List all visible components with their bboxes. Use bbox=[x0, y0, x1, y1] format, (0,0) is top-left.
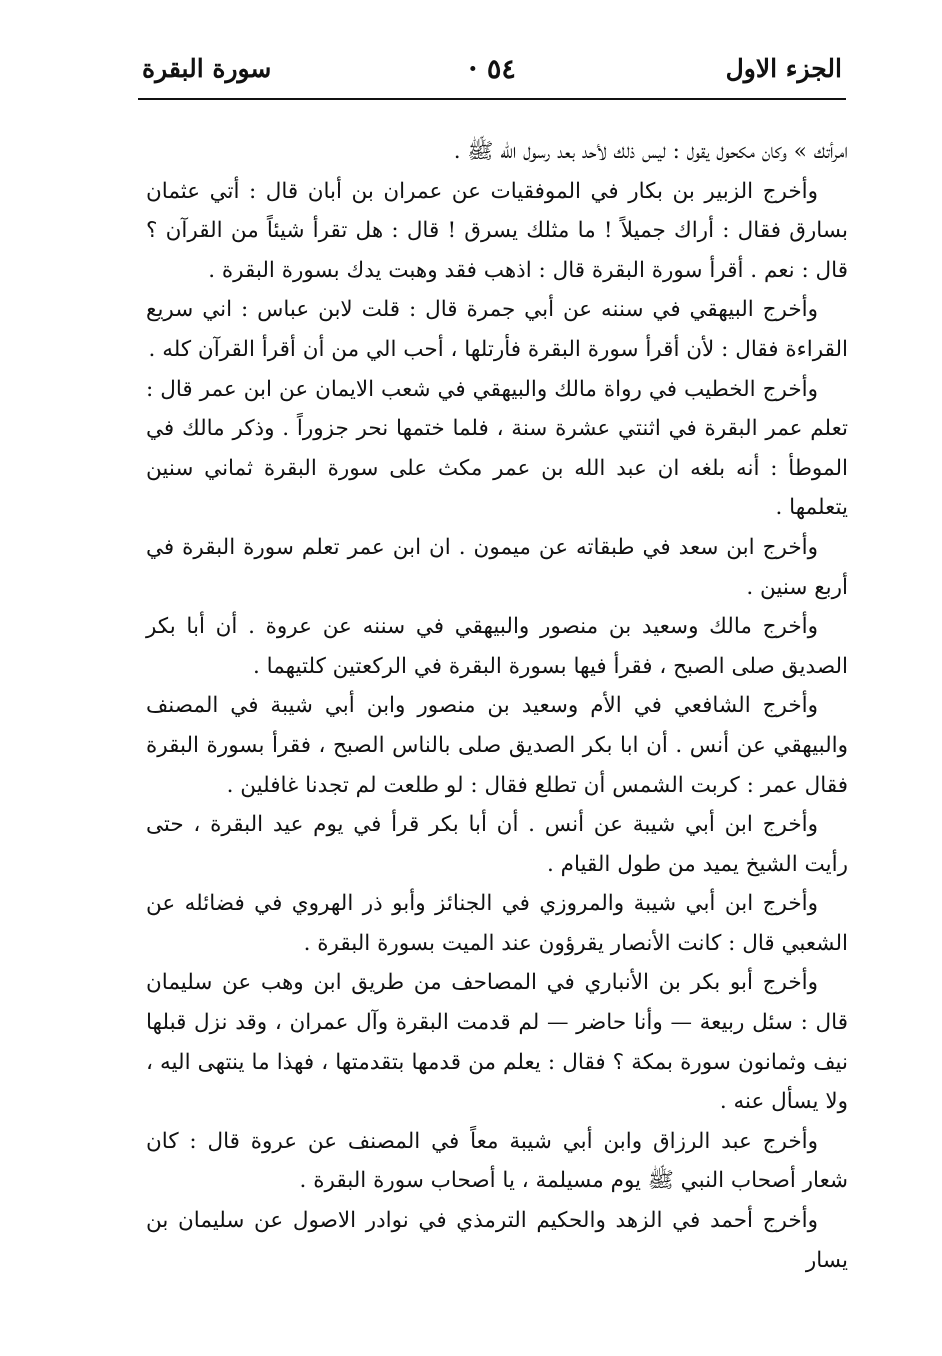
header-divider bbox=[138, 98, 846, 100]
paragraph: وأخرج أبو بكر بن الأنباري في المصاحف من طريق ابن وهب عن سليمان قال : سئل ربيعة — وأنا حاضر — لم قدمت البقرة وآل عمران ، وقد نزل قبلها نيف وثمانون سورة بمكة ؟ فقال : يعلم من قدمها بتقدمتها ، فهذا ما ينتهى اليه ، ولا يسأل عنه . bbox=[146, 970, 848, 1115]
paragraph: وأخرج الزبير بن بكار في الموفقيات عن عمران بن أبان قال : أتي عثمان بسارق فقال : أراك جميلاً ! ما مثلك يسرق ! قال : هل تقرأ شيئاً من القرآن ؟ قال : نعم . أقرأ سورة البقرة قال : اذهب فقد وهبت يدك بسورة البقرة . bbox=[146, 178, 848, 283]
surah-title: سورة البقرة bbox=[142, 54, 272, 83]
paragraph: وأخرج مالك وسعيد بن منصور والبيهقي في سننه عن عروة . أن أبا بكر الصديق صلى الصبح ، فقرأ فيها بسورة البقرة في الركعتين كلتيهما . bbox=[146, 614, 848, 679]
paragraph: وأخرج الخطيب في رواة مالك والبيهقي في شعب الايمان عن ابن عمر قال : تعلم عمر البقرة في اثنتي عشرة سنة ، فلما ختمها نحر جزوراً . وذكر مالك في الموطأ : أنه بلغه ان عبد الله بن عمر مكث على سورة البقرة ثماني سنين يتعلمها . bbox=[146, 376, 848, 521]
paragraph: وأخرج ابن سعد في طبقاته عن ميمون . ان ابن عمر تعلم سورة البقرة في أربع سنين . bbox=[146, 534, 848, 600]
paragraph: وأخرج الشافعي في الأم وسعيد بن منصور وابن أبي شيبة في المصنف والبيهقي عن أنس . أن ابا بكر الصديق صلى بالناس الصبح ، فقرأ بسورة البقرة فقال عمر : كربت الشمس أن تطلع فقال : لو طلعت لم تجدنا غافلين . bbox=[146, 693, 848, 798]
paragraph: وأخرج ابن أبي شيبة والمروزي في الجنائز وأبو ذر الهروي في فضائله عن الشعبي قال : كانت الأنصار يقرؤون عند الميت بسورة البقرة . bbox=[146, 891, 848, 956]
page-body bbox=[146, 132, 848, 1280]
running-head bbox=[138, 50, 846, 96]
paragraph: وأخرج أحمد في الزهد والحكيم الترمذي في نوادر الاصول عن سليمان بن يسار bbox=[146, 1208, 848, 1273]
part-title: الجزء الاول bbox=[725, 54, 842, 83]
paragraph: امرأتك » وكان مكحول يقول : ليس ذلك لأحد بعد رسول الله ﷺ . bbox=[453, 139, 848, 164]
page-number: ٥٤ · bbox=[468, 54, 516, 85]
paragraph: وأخرج عبد الرزاق وابن أبي شيبة معاً في المصنف عن عروة قال : كان شعار أصحاب النبي ﷺ يوم مسيلمة ، يا أصحاب سورة البقرة . bbox=[146, 1128, 848, 1194]
paragraph: وأخرج ابن أبي شيبة عن أنس . أن أبا بكر قرأ في يوم عيد البقرة ، حتى رأيت الشيخ يميد من طول القيام . bbox=[146, 812, 848, 877]
paragraph: وأخرج البيهقي في سننه عن أبي جمرة قال : قلت لابن عباس : اني سريع القراءة فقال : لأن أقرأ سورة البقرة فأرتلها ، أحب الي من أن أقرأ القرآن كله . bbox=[146, 297, 848, 362]
